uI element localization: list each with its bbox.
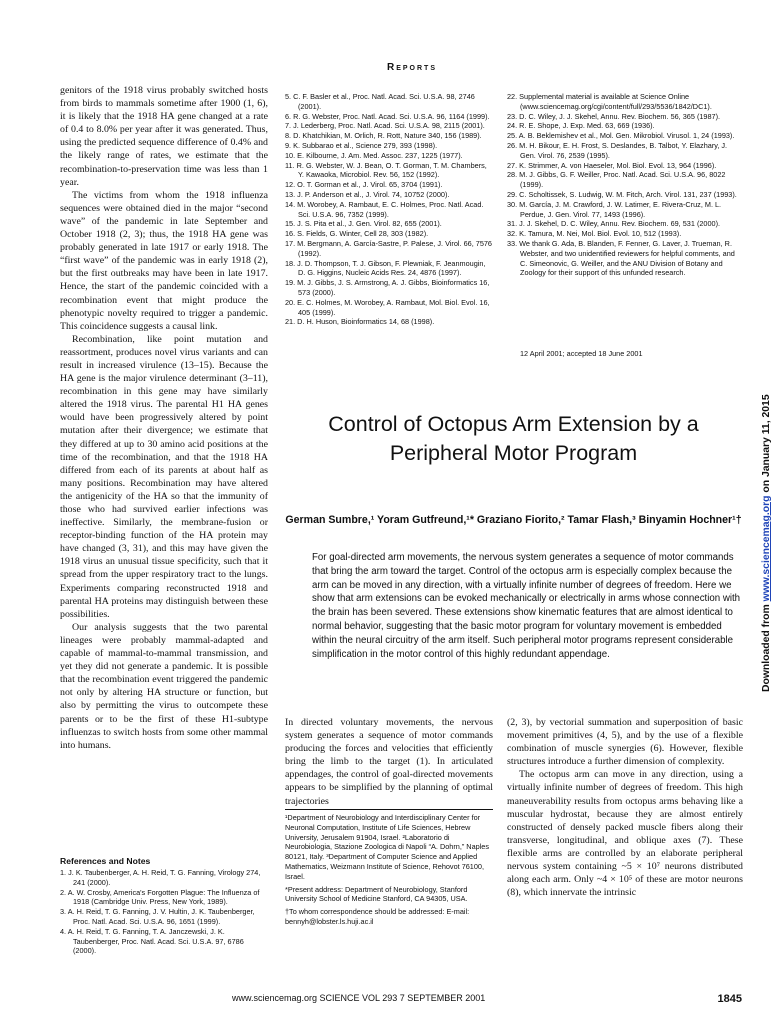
reference-item: 6. R. G. Webster, Proc. Natl. Acad. Sci. U.S.A. 96, 1164 (1999). (285, 111, 490, 121)
references-col2 (285, 92, 493, 327)
reference-item: 16. S. Fields, G. Winter, Cell 28, 303 (1982). (285, 229, 429, 239)
reference-item: 14. M. Worobey, A. Rambaut, E. C. Holmes, Proc. Natl. Acad. Sci. U.S.A. 96, 7352 (1999). (285, 199, 484, 219)
reference-item: 9. K. Subbarao et al., Science 279, 393 (1998). (285, 140, 438, 150)
reference-item: 27. K. Strimmer, A. von Haeseler, Mol. Biol. Evol. 13, 964 (1996). (507, 160, 717, 170)
reference-item: 24. R. E. Shope, J. Exp. Med. 63, 669 (1936). (507, 121, 655, 131)
reference-item: 15. J. S. Pita et al., J. Gen. Virol. 82, 655 (2001). (285, 219, 442, 229)
download-prefix: Downloaded from (761, 604, 772, 692)
references-col1 (60, 868, 268, 956)
paragraph: Recombination, like point mutation and reassortment, produces novel virus variants and can result in increased virulence (13–15). Because the HA gene is the major virulence determinant (3–11), recombination in this gene may have similarly altered the 1918 virus. The parental H1 HA genes would have been progressively altered by point mutation after their divergence; we estimate that they differed at up to 30 amino acid positions at the time of the recombination, and that the 1918 HA differed from each of its parents at about half as many positions. Recombination may have altered the antigenicity of the HA so that the immunity of those who had survived earlier infections was ineffective. Similarly, the membrane-fusion or receptor-binding function of the HA protein may have changed (3, 31), and this may have given the 1918 virus an unusual tissue specificity, such that it spread from the upper respiratory tract to the lungs. Experiments comparing reconstructed 1918 and parental HA proteins may distinguish between these possibilities. (60, 333, 268, 620)
left-column-text (60, 84, 268, 752)
references-heading: References and Notes (60, 856, 151, 866)
body-column-2 (285, 716, 493, 808)
paragraph: genitors of the 1918 virus probably switched hosts from birds to mammals sometime after 1900 (1, 6), it is likely that the 1918 HA gene changed at a rate of 0.4 to 8.0% per year after it was generated. Thus, using the predicted sequence difference of 0.4% and the likely range of rates, we estimate that the recombination-to-preservation time was less than 1 year. (60, 85, 268, 188)
reference-item: 13. J. P. Anderson et al., J. Virol. 74, 10752 (2000). (285, 189, 450, 199)
paragraph: Our analysis suggests that the two parental lineages were probably mammal-adapted and capable of mammal-to-mammal transmission, and yet they did not generate a pandemic. It is possible that the recombination event triggered the pandemic not only by altering HA structure or function, but also by permitting the virus to outcompete these parents or to be the first of these H1-subtype influenzas to switch hosts from some other mammal into humans. (60, 621, 268, 751)
reference-item: 2. A. W. Crosby, America's Forgotten Plague: The Influenza of 1918 (Cambridge Univ. Press, New York, 1989). (60, 887, 260, 907)
page-number: 1845 (717, 993, 742, 1005)
reference-item: 17. M. Bergmann, A. García-Sastre, P. Palese, J. Virol. 66, 7576 (1992). (285, 238, 492, 258)
reference-item: 1. J. K. Taubenberger, A. H. Reid, T. G. Fanning, Virology 274, 241 (2000). (60, 868, 261, 887)
paragraph: The octopus arm can move in any direction, using a virtually infinite number of degrees of freedom. This high maneuverability results from octopus arms behaving like a muscular hydrostat, because they are almost entirely constructed of densely packed muscle fibers along their transverse, longitudinal, and oblique axes (7). These flexible arms are controlled by an elaborate peripheral nervous system containing ~5 × 10⁷ neurons distributed along each arm. Only ~4 × 10⁵ of these are motor neurons (8), which innervate the intrinsic (507, 769, 743, 899)
download-link[interactable]: www.sciencemag.org (761, 495, 772, 602)
reference-item: 21. D. H. Huson, Bioinformatics 14, 68 (1998). (285, 317, 435, 327)
reference-item: 25. A. B. Beklemishev et al., Mol. Gen. Mikrobiol. Virusol. 1, 24 (1993). (507, 131, 735, 141)
download-suffix: on January 11, 2015 (761, 394, 772, 493)
reference-item: 30. M. García, J. M. Crawford, J. W. Latimer, E. Rivera-Cruz, M. L. Perdue, J. Gen. Virol. 77, 1493 (1996). (507, 199, 722, 219)
reference-item: 18. J. D. Thompson, T. J. Gibson, F. Plewniak, F. Jeanmougin, D. G. Higgins, Nucleic Acids Res. 24, 4876 (1997). (285, 258, 486, 278)
reference-item: 20. E. C. Holmes, M. Worobey, A. Rambaut, Mol. Biol. Evol. 16, 405 (1999). (285, 297, 490, 317)
reference-item: 33. We thank G. Ada, B. Blanden, F. Fenner, G. Laver, J. Trueman, R. Webster, and two unidentified reviewers for helpful comments, and C. Simeonovic, G. Weiller, and the ANU Division of Botany and Zoology for their support of this unfunded research. (507, 238, 735, 278)
reference-item: 7. J. Lederberg, Proc. Natl. Acad. Sci. U.S.A. 98, 2115 (2001). (285, 121, 485, 131)
body-column-3 (507, 716, 743, 899)
reference-item: 29. C. Scholtissek, S. Ludwig, W. M. Fitch, Arch. Virol. 131, 237 (1993). (507, 189, 737, 199)
reference-item: 22. Supplemental material is available at Science Online (www.sciencemag.org/cgi/content/full/293/5536/1842/DC1). (507, 92, 712, 111)
article-authors: German Sumbre,¹ Yoram Gutfreund,¹* Graziano Fiorito,² Tamar Flash,³ Binyamin Hochner¹† (285, 514, 742, 526)
reference-item: 4. A. H. Reid, T. G. Fanning, T. A. Janczewski, J. K. Taubenberger, Proc. Natl. Acad. Sci. U.S.A. 97, 6786 (2000). (60, 926, 244, 956)
reference-item: 5. C. F. Basler et al., Proc. Natl. Acad. Sci. U.S.A. 98, 2746 (2001). (285, 92, 475, 111)
received-date: 12 April 2001; accepted 18 June 2001 (520, 349, 643, 358)
paragraph: (2, 3), by vectorial summation and superposition of basic movement primitives (4, 5), and by the use of a flexible combination of muscle synergies (6). However, flexible structures introduce a further dimension of complexity. (507, 717, 743, 768)
paragraph: In directed voluntary movements, the nervous system generates a sequence of motor commands producing the forces and velocities that efficiently bring the limb to the target (1). In articulated appendages, the control of goal-directed movements appears to be simplified by the planning of optimal trajectories (285, 717, 493, 807)
affiliation-text: ¹Department of Neurobiology and Interdisciplinary Center for Neuronal Computation, Institute of Life Sciences, Hebrew University, Jerusalem 91904, Israel. ²Laboratorio di Neurobiologia, Stazione Zoologica di Napoli “A. Dohrn,” Naples 80121, Italy. ³Department of Computer Science and Applied Mathematics, Weizmann Institute of Science, Rehovot 76100, Israel. (285, 813, 490, 881)
section-header: Reports (386, 62, 437, 73)
reference-item: 8. D. Khatchikian, M. Orlich, R. Rott, Nature 340, 156 (1989). (285, 131, 482, 141)
reference-item: 23. D. C. Wiley, J. J. Skehel, Annu. Rev. Biochem. 56, 365 (1987). (507, 111, 721, 121)
reference-item: 19. M. J. Gibbs, J. S. Armstrong, A. J. Gibbs, Bioinformatics 16, 573 (2000). (285, 278, 490, 297)
article-title: Control of Octopus Arm Extension by a Peripheral Motor Program (328, 412, 699, 465)
affiliations (285, 813, 493, 930)
footnote-divider (285, 809, 493, 810)
affiliation-text: *Present address: Department of Neurobiology, Stanford University School of Medicine Stanford, CA 94305, USA. (285, 884, 468, 904)
page-footer (232, 993, 742, 1003)
reference-item: 28. M. J. Gibbs, G. F. Weiller, Proc. Natl. Acad. Sci. U.S.A. 96, 8022 (1999). (507, 170, 726, 190)
article-abstract: For goal-directed arm movements, the nervous system generates a sequence of motor commands that bring the arm toward the target. Control of the octopus arm is especially complex because the arm can be moved in any direction, with a virtually infinite number of degrees of freedom. Here we show that arm extensions can be evoked mechanically or electrically in arms whose connection with the brain has been severed. These extensions show kinematic features that are almost identical to normal behavior, suggesting that the basic motor program for voluntary movement is embedded within the neural circuitry of the arm itself. Such peripheral motor programs represent considerable simplification in the motor control of this highly redundant appendage. (312, 552, 741, 660)
reference-item: 12. O. T. Gorman et al., J. Virol. 65, 3704 (1991). (285, 180, 443, 190)
affiliation-text: †To whom correspondence should be addressed: E-mail: bennyh@lobster.ls.huji.ac.il (285, 907, 470, 926)
journal-info: www.sciencemag.org SCIENCE VOL 293 7 SEPTEMBER 2001 (232, 993, 486, 1003)
reference-item: 26. M. H. Bikour, E. H. Frost, S. Deslandes, B. Talbot, Y. Elazhary, J. Gen. Virol. 76, 2539 (1995). (507, 140, 728, 160)
reference-item: 3. A. H. Reid, T. G. Fanning, J. V. Hultin, J. K. Taubenberger, Proc. Natl. Acad. Sci. U.S.A. 96, 1651 (1999). (60, 907, 255, 926)
reference-item: 32. K. Tamura, M. Nei, Mol. Biol. Evol. 10, 512 (1993). (507, 229, 682, 239)
download-banner (745, 312, 772, 692)
reference-item: 10. E. Kilbourne, J. Am. Med. Assoc. 237, 1225 (1977). (285, 150, 463, 160)
references-col3 (507, 92, 739, 278)
reference-item: 11. R. G. Webster, W. J. Bean, O. T. Gorman, T. M. Chambers, Y. Kawaoka, Microbiol. Rev. 56, 152 (1992). (285, 160, 487, 180)
paragraph: The victims from whom the 1918 influenza sequences were obtained died in the major “second wave” of the pandemic in late September and October 1918 (2, 3); thus, the 1918 HA gene was probably generated in late 1917 or early 1918. The “first wave” of the pandemic was in early 1918 (2), but the first outbreaks may have been in late 1917. Hence, the start of the pandemic coincided with a recombination event that might produce the phenotypic novelty required to trigger a pandemic. This coincidence suggests a causal link. (60, 189, 268, 332)
reference-item: 31. J. J. Skehel, D. C. Wiley, Annu. Rev. Biochem. 69, 531 (2000). (507, 219, 721, 229)
